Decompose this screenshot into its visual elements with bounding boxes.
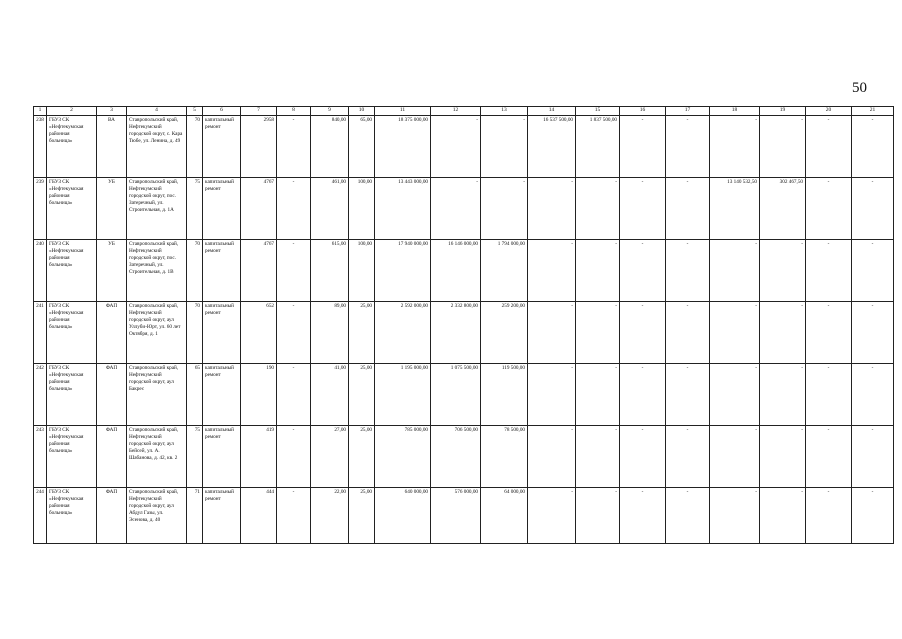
table-cell-col-15: - bbox=[576, 364, 620, 426]
table-cell-col-21: - bbox=[852, 178, 894, 240]
column-header-6: 6 bbox=[203, 107, 241, 116]
table-cell-col-20: - bbox=[806, 240, 852, 302]
table-cell-col-3: ФАП bbox=[97, 488, 127, 544]
table-cell-col-10: 100,00 bbox=[349, 178, 375, 240]
column-header-21: 21 bbox=[852, 107, 894, 116]
table-cell-col-2: ГБУЗ СК «Нефтекумская районная больница» bbox=[47, 302, 97, 364]
table-cell-col-16: - bbox=[620, 364, 666, 426]
table-cell-col-12: 16 146 000,00 bbox=[431, 240, 481, 302]
column-header-12: 12 bbox=[431, 107, 481, 116]
page-number: 50 bbox=[852, 80, 867, 96]
table-cell-col-16: - bbox=[620, 178, 666, 240]
table-cell-col-1: 238 bbox=[34, 116, 47, 178]
table-cell-col-12: - bbox=[431, 116, 481, 178]
table-cell-col-14: 16 537 500,00 bbox=[528, 116, 576, 178]
table-cell-col-6: капитальный ремонт bbox=[203, 240, 241, 302]
table-cell-col-1: 239 bbox=[34, 178, 47, 240]
table-cell-col-9: 840,00 bbox=[311, 116, 349, 178]
table-cell-col-1: 242 bbox=[34, 364, 47, 426]
table-cell-col-13: 259 200,00 bbox=[481, 302, 528, 364]
table-cell-col-20: - bbox=[806, 364, 852, 426]
table-cell-col-12: 706 500,00 bbox=[431, 426, 481, 488]
table-cell-col-13: 1 794 000,00 bbox=[481, 240, 528, 302]
table-cell-col-5: 70 bbox=[187, 240, 203, 302]
table-cell-col-10: 100,00 bbox=[349, 240, 375, 302]
table-row bbox=[34, 240, 894, 302]
table-cell-col-15: 1 837 500,00 bbox=[576, 116, 620, 178]
column-header-8: 8 bbox=[277, 107, 311, 116]
table-row bbox=[34, 426, 894, 488]
table-cell-col-17: - bbox=[666, 426, 710, 488]
table-cell-col-2: ГБУЗ СК «Нефтекумская районная больница» bbox=[47, 488, 97, 544]
table-cell-col-18: 13 140 532,50 bbox=[710, 178, 760, 240]
table-cell-col-6: капитальный ремонт bbox=[203, 426, 241, 488]
column-header-10: 10 bbox=[349, 107, 375, 116]
table-cell-col-14: - bbox=[528, 426, 576, 488]
table-cell-col-9: 41,00 bbox=[311, 364, 349, 426]
table-cell-col-16: - bbox=[620, 302, 666, 364]
table-cell-col-5: 75 bbox=[187, 178, 203, 240]
table-cell-col-3: УБ bbox=[97, 240, 127, 302]
table-cell-col-5: 71 bbox=[187, 488, 203, 544]
table-cell-col-7: 4767 bbox=[241, 240, 277, 302]
table-cell-col-17: - bbox=[666, 488, 710, 544]
table-cell-col-13: 78 500,00 bbox=[481, 426, 528, 488]
table-cell-col-3: ФАП bbox=[97, 364, 127, 426]
table-cell-col-21: - bbox=[852, 488, 894, 544]
table-cell-col-14: - bbox=[528, 240, 576, 302]
table-cell-col-9: 461,00 bbox=[311, 178, 349, 240]
table-cell-col-1: 241 bbox=[34, 302, 47, 364]
table-cell-col-21: - bbox=[852, 240, 894, 302]
table-cell-col-17: - bbox=[666, 302, 710, 364]
table-cell-col-4: Ставропольский край, Нефтекумский городской округ, с. Кара Тюбе, ул. Ленина, д. 49 bbox=[127, 116, 187, 178]
table-cell-col-14: - bbox=[528, 178, 576, 240]
table-cell-col-11: 17 940 000,00 bbox=[375, 240, 431, 302]
header-row bbox=[34, 107, 894, 116]
column-header-5: 5 bbox=[187, 107, 203, 116]
table-cell-col-13: - bbox=[481, 178, 528, 240]
column-header-16: 16 bbox=[620, 107, 666, 116]
table-cell-col-4: Ставропольский край, Нефтекумский городской округ, аул Уллуби-Юрт, ул. 60 лет Октября, д. 1 bbox=[127, 302, 187, 364]
table-cell-col-1: 240 bbox=[34, 240, 47, 302]
table-cell-col-7: 2958 bbox=[241, 116, 277, 178]
table-cell-col-4: Ставропольский край, Нефтекумский городской округ, аул Бакрес bbox=[127, 364, 187, 426]
table-cell-col-8: - bbox=[277, 116, 311, 178]
table-cell-col-19: 302 467,50 bbox=[760, 178, 806, 240]
table-cell-col-17: - bbox=[666, 364, 710, 426]
table-cell-col-12: 1 075 500,00 bbox=[431, 364, 481, 426]
table-cell-col-8: - bbox=[277, 364, 311, 426]
registry-table bbox=[33, 106, 894, 544]
table-cell-col-2: ГБУЗ СК «Нефтекумская районная больница» bbox=[47, 178, 97, 240]
table-cell-col-6: капитальный ремонт bbox=[203, 364, 241, 426]
table-cell-col-16: - bbox=[620, 116, 666, 178]
table-cell-col-9: 89,00 bbox=[311, 302, 349, 364]
table-cell-col-21: - bbox=[852, 302, 894, 364]
table-cell-col-18: - bbox=[710, 116, 760, 178]
table-cell-col-20: - bbox=[806, 488, 852, 544]
table-cell-col-3: ВА bbox=[97, 116, 127, 178]
table-cell-col-14: - bbox=[528, 302, 576, 364]
column-header-2: 2 bbox=[47, 107, 97, 116]
table-row bbox=[34, 364, 894, 426]
column-header-20: 20 bbox=[806, 107, 852, 116]
table-cell-col-21: - bbox=[852, 116, 894, 178]
column-header-1: 1 bbox=[34, 107, 47, 116]
table-cell-col-12: 2 332 800,00 bbox=[431, 302, 481, 364]
table-row bbox=[34, 116, 894, 178]
table-cell-col-17: - bbox=[666, 178, 710, 240]
table-cell-col-15: - bbox=[576, 240, 620, 302]
table-cell-col-11: 13 443 000,00 bbox=[375, 178, 431, 240]
table-cell-col-7: 4767 bbox=[241, 178, 277, 240]
column-header-17: 17 bbox=[666, 107, 710, 116]
column-header-4: 4 bbox=[127, 107, 187, 116]
table-cell-col-10: 25,00 bbox=[349, 302, 375, 364]
table-cell-col-11: 18 375 000,00 bbox=[375, 116, 431, 178]
table-cell-col-10: 25,00 bbox=[349, 488, 375, 544]
table-cell-col-15: - bbox=[576, 178, 620, 240]
table-cell-col-1: 243 bbox=[34, 426, 47, 488]
table-cell-col-11: 1 195 000,00 bbox=[375, 364, 431, 426]
table-cell-col-1: 244 bbox=[34, 488, 47, 544]
table-cell-col-4: Ставропольский край, Нефтекумский городской округ, пос. Затеречный, ул. Строительная, д. 1А bbox=[127, 178, 187, 240]
table-cell-col-5: 70 bbox=[187, 302, 203, 364]
table-cell-col-2: ГБУЗ СК «Нефтекумская районная больница» bbox=[47, 240, 97, 302]
table-cell-col-20: - bbox=[806, 302, 852, 364]
table-cell-col-15: - bbox=[576, 426, 620, 488]
table-cell-col-14: - bbox=[528, 364, 576, 426]
table-cell-col-8: - bbox=[277, 302, 311, 364]
table-cell-col-19: - bbox=[760, 488, 806, 544]
table-cell-col-13: 64 000,00 bbox=[481, 488, 528, 544]
table-cell-col-11: 2 592 000,00 bbox=[375, 302, 431, 364]
table-cell-col-18: - bbox=[710, 302, 760, 364]
table-cell-col-10: 25,00 bbox=[349, 364, 375, 426]
table-cell-col-15: - bbox=[576, 488, 620, 544]
table-cell-col-11: 785 000,00 bbox=[375, 426, 431, 488]
table-row bbox=[34, 302, 894, 364]
table-cell-col-7: 652 bbox=[241, 302, 277, 364]
table-cell-col-11: 640 000,00 bbox=[375, 488, 431, 544]
column-header-19: 19 bbox=[760, 107, 806, 116]
column-header-7: 7 bbox=[241, 107, 277, 116]
table-cell-col-13: 119 500,00 bbox=[481, 364, 528, 426]
table-cell-col-16: - bbox=[620, 426, 666, 488]
table-cell-col-19: - bbox=[760, 364, 806, 426]
table-cell-col-15: - bbox=[576, 302, 620, 364]
table-row bbox=[34, 178, 894, 240]
column-header-14: 14 bbox=[528, 107, 576, 116]
table-cell-col-6: капитальный ремонт bbox=[203, 302, 241, 364]
table-cell-col-18: - bbox=[710, 240, 760, 302]
table-cell-col-8: - bbox=[277, 426, 311, 488]
table-cell-col-8: - bbox=[277, 240, 311, 302]
table-cell-col-10: 25,00 bbox=[349, 426, 375, 488]
table-cell-col-13: - bbox=[481, 116, 528, 178]
table-cell-col-12: 576 000,00 bbox=[431, 488, 481, 544]
column-header-3: 3 bbox=[97, 107, 127, 116]
table-cell-col-2: ГБУЗ СК «Нефтекумская районная больница» bbox=[47, 364, 97, 426]
column-header-11: 11 bbox=[375, 107, 431, 116]
table-cell-col-5: 65 bbox=[187, 364, 203, 426]
table-cell-col-8: - bbox=[277, 488, 311, 544]
table-cell-col-2: ГБУЗ СК «Нефтекумская районная больница» bbox=[47, 116, 97, 178]
table-cell-col-4: Ставропольский край, Нефтекумский городской округ, пос. Затеречный, ул. Строительная, д. 1В bbox=[127, 240, 187, 302]
column-header-18: 18 bbox=[710, 107, 760, 116]
table-cell-col-5: 75 bbox=[187, 426, 203, 488]
table-cell-col-18: - bbox=[710, 364, 760, 426]
table-cell-col-3: ФАП bbox=[97, 302, 127, 364]
table-cell-col-19: - bbox=[760, 426, 806, 488]
table-cell-col-7: 419 bbox=[241, 426, 277, 488]
table-cell-col-3: ФАП bbox=[97, 426, 127, 488]
table-cell-col-19: - bbox=[760, 302, 806, 364]
table-cell-col-19: - bbox=[760, 240, 806, 302]
column-header-15: 15 bbox=[576, 107, 620, 116]
table-cell-col-21: - bbox=[852, 364, 894, 426]
table-cell-col-14: - bbox=[528, 488, 576, 544]
table-cell-col-7: 190 bbox=[241, 364, 277, 426]
table-cell-col-18: - bbox=[710, 426, 760, 488]
table-cell-col-20: - bbox=[806, 426, 852, 488]
table-cell-col-6: капитальный ремонт bbox=[203, 178, 241, 240]
table-cell-col-17: - bbox=[666, 240, 710, 302]
table-cell-col-21: - bbox=[852, 426, 894, 488]
table-cell-col-10: 65,00 bbox=[349, 116, 375, 178]
table-cell-col-17: - bbox=[666, 116, 710, 178]
table-body bbox=[34, 116, 894, 544]
table-cell-col-6: капитальный ремонт bbox=[203, 116, 241, 178]
table-cell-col-2: ГБУЗ СК «Нефтекумская районная больница» bbox=[47, 426, 97, 488]
table-cell-col-9: 22,00 bbox=[311, 488, 349, 544]
table-cell-col-8: - bbox=[277, 178, 311, 240]
table-cell-col-16: - bbox=[620, 240, 666, 302]
table-cell-col-18: - bbox=[710, 488, 760, 544]
table-cell-col-20: - bbox=[806, 116, 852, 178]
table-cell-col-20: - bbox=[806, 178, 852, 240]
table-cell-col-5: 70 bbox=[187, 116, 203, 178]
table-cell-col-9: 27,00 bbox=[311, 426, 349, 488]
table-cell-col-3: УБ bbox=[97, 178, 127, 240]
table-cell-col-4: Ставропольский край, Нефтекумский городской округ, аул Абдул Газы, ул. Эсенова, д. 40 bbox=[127, 488, 187, 544]
table-cell-col-9: 615,00 bbox=[311, 240, 349, 302]
column-header-9: 9 bbox=[311, 107, 349, 116]
table-cell-col-6: капитальный ремонт bbox=[203, 488, 241, 544]
table-cell-col-7: 444 bbox=[241, 488, 277, 544]
table-cell-col-16: - bbox=[620, 488, 666, 544]
table-cell-col-19: - bbox=[760, 116, 806, 178]
column-header-13: 13 bbox=[481, 107, 528, 116]
table-row bbox=[34, 488, 894, 544]
table-cell-col-4: Ставропольский край, Нефтекумский городской округ, аул Бейсей, ул. А. Шабанова, д. 42, кв. 2 bbox=[127, 426, 187, 488]
table-cell-col-12: - bbox=[431, 178, 481, 240]
